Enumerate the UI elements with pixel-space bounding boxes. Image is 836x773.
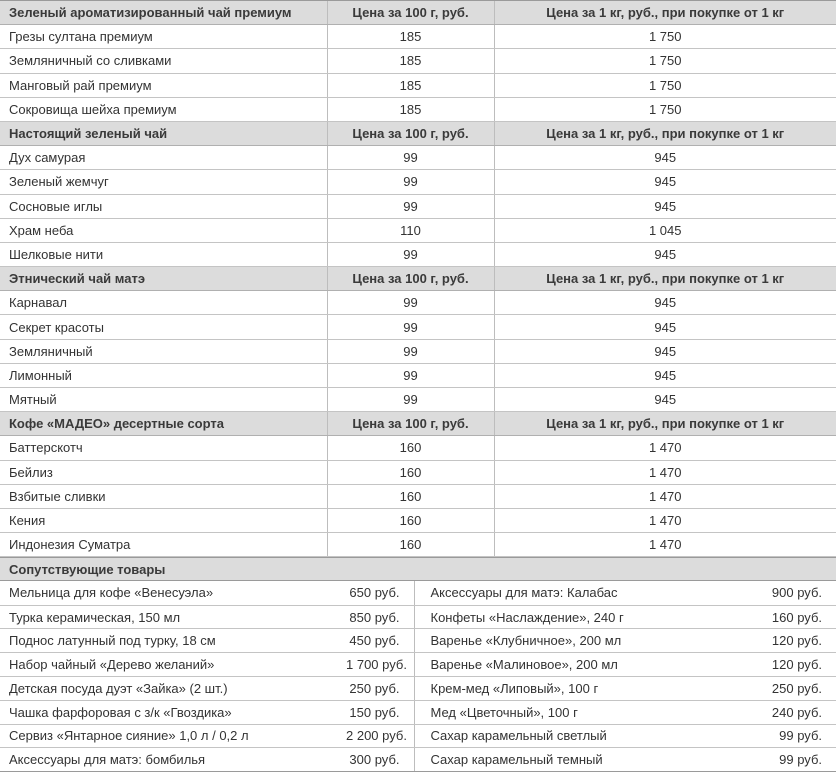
table-row [0,291,836,315]
section-header-row [0,121,836,145]
goods-row [0,724,836,748]
goods-name-right: Крем-мед «Липовый», 100 г [414,677,768,701]
goods-price-left: 300 руб. [346,748,414,772]
goods-name-left: Чашка фарфоровая с з/к «Гвоздика» [0,700,346,724]
column-header-price-100g: Цена за 100 г, руб. [327,412,494,436]
section-title: Настоящий зеленый чай [0,121,327,145]
section-header-row [0,1,836,25]
price-1kg: 1 750 [494,97,836,121]
price-100g: 99 [327,146,494,170]
goods-price-right: 120 руб. [768,629,836,653]
price-table-body [0,1,836,557]
table-row [0,49,836,73]
product-name: Земляничный со сливками [0,49,327,73]
goods-price-left: 850 руб. [346,605,414,629]
product-name: Взбитые сливки [0,484,327,508]
section-title: Зеленый ароматизированный чай премиум [0,1,327,25]
price-100g: 160 [327,484,494,508]
goods-name-left: Аксессуары для матэ: бомбилья [0,748,346,772]
price-100g: 110 [327,218,494,242]
goods-row [0,748,836,772]
product-name: Шелковые нити [0,242,327,266]
price-100g: 99 [327,194,494,218]
product-name: Лимонный [0,363,327,387]
goods-name-left: Турка керамическая, 150 мл [0,605,346,629]
price-100g: 99 [327,363,494,387]
product-name: Сокровища шейха премиум [0,97,327,121]
goods-name-left: Сервиз «Янтарное сияние» 1,0 л / 0,2 л [0,724,346,748]
price-1kg: 945 [494,194,836,218]
goods-price-left: 2 200 руб. [346,724,414,748]
price-1kg: 1 470 [494,460,836,484]
table-row [0,73,836,97]
price-1kg: 945 [494,170,836,194]
product-name: Кения [0,508,327,532]
column-header-price-1kg: Цена за 1 кг, руб., при покупке от 1 кг [494,121,836,145]
table-row [0,533,836,557]
price-100g: 99 [327,291,494,315]
price-1kg: 945 [494,242,836,266]
price-1kg: 1 470 [494,533,836,557]
goods-name-left: Детская посуда дуэт «Зайка» (2 шт.) [0,677,346,701]
goods-price-right: 99 руб. [768,748,836,772]
price-100g: 99 [327,242,494,266]
column-header-price-100g: Цена за 100 г, руб. [327,1,494,25]
product-name: Индонезия Суматра [0,533,327,557]
goods-price-left: 450 руб. [346,629,414,653]
column-header-price-100g: Цена за 100 г, руб. [327,121,494,145]
goods-row [0,629,836,653]
goods-name-right: Сахар карамельный темный [414,748,768,772]
table-row [0,97,836,121]
price-1kg: 1 470 [494,436,836,460]
goods-name-right: Варенье «Клубничное», 200 мл [414,629,768,653]
price-1kg: 945 [494,315,836,339]
product-name: Мятный [0,388,327,412]
column-header-price-1kg: Цена за 1 кг, руб., при покупке от 1 кг [494,1,836,25]
product-name: Земляничный [0,339,327,363]
column-header-price-1kg: Цена за 1 кг, руб., при покупке от 1 кг [494,412,836,436]
table-row [0,25,836,49]
goods-price-right: 160 руб. [768,605,836,629]
goods-price-right: 120 руб. [768,653,836,677]
goods-name-left: Поднос латунный под турку, 18 см [0,629,346,653]
price-1kg: 945 [494,388,836,412]
goods-price-left: 650 руб. [346,581,414,605]
goods-row [0,677,836,701]
goods-price-left: 250 руб. [346,677,414,701]
goods-name-left: Мельница для кофе «Венесуэла» [0,581,346,605]
table-row [0,315,836,339]
goods-name-right: Варенье «Малиновое», 200 мл [414,653,768,677]
price-100g: 99 [327,315,494,339]
table-row [0,242,836,266]
section-header-row [0,267,836,291]
price-100g: 185 [327,49,494,73]
price-100g: 185 [327,97,494,121]
goods-row [0,605,836,629]
goods-price-right: 99 руб. [768,724,836,748]
product-name: Манговый рай премиум [0,73,327,97]
related-goods-body [0,581,836,771]
table-row [0,339,836,363]
goods-price-left: 150 руб. [346,700,414,724]
price-1kg: 1 045 [494,218,836,242]
product-name: Грезы султана премиум [0,25,327,49]
goods-price-left: 1 700 руб. [346,653,414,677]
product-name: Зеленый жемчуг [0,170,327,194]
price-100g: 160 [327,533,494,557]
section-header-row [0,412,836,436]
price-100g: 99 [327,339,494,363]
table-row [0,436,836,460]
product-name: Храм неба [0,218,327,242]
goods-row [0,653,836,677]
goods-name-right: Мед «Цветочный», 100 г [414,700,768,724]
price-1kg: 1 750 [494,49,836,73]
price-1kg: 1 750 [494,25,836,49]
price-1kg: 945 [494,146,836,170]
product-name: Дух самурая [0,146,327,170]
price-100g: 185 [327,73,494,97]
table-row [0,508,836,532]
price-1kg: 1 750 [494,73,836,97]
price-1kg: 1 470 [494,484,836,508]
column-header-price-1kg: Цена за 1 кг, руб., при покупке от 1 кг [494,267,836,291]
goods-row [0,700,836,724]
goods-price-right: 240 руб. [768,700,836,724]
goods-price-right: 250 руб. [768,677,836,701]
price-1kg: 945 [494,339,836,363]
table-row [0,460,836,484]
price-100g: 99 [327,388,494,412]
price-100g: 160 [327,508,494,532]
product-name: Секрет красоты [0,315,327,339]
product-name: Баттерскотч [0,436,327,460]
product-name: Бейлиз [0,460,327,484]
goods-name-right: Аксессуары для матэ: Калабас [414,581,768,605]
table-row [0,146,836,170]
goods-name-right: Конфеты «Наслаждение», 240 г [414,605,768,629]
section-title: Кофе «МАДЕО» десертные сорта [0,412,327,436]
product-name: Карнавал [0,291,327,315]
goods-name-right: Сахар карамельный светлый [414,724,768,748]
table-row [0,170,836,194]
goods-name-left: Набор чайный «Дерево желаний» [0,653,346,677]
product-name: Сосновые иглы [0,194,327,218]
table-row [0,484,836,508]
price-100g: 160 [327,436,494,460]
price-100g: 99 [327,170,494,194]
goods-price-right: 900 руб. [768,581,836,605]
goods-row [0,581,836,605]
related-goods-table [0,581,836,772]
column-header-price-100g: Цена за 100 г, руб. [327,267,494,291]
table-row [0,388,836,412]
section-title: Этнический чай матэ [0,267,327,291]
related-goods-header: Сопутствующие товары [0,557,836,581]
price-1kg: 945 [494,363,836,387]
table-row [0,194,836,218]
price-1kg: 1 470 [494,508,836,532]
table-row [0,363,836,387]
price-100g: 160 [327,460,494,484]
price-100g: 185 [327,25,494,49]
table-row [0,218,836,242]
price-1kg: 945 [494,291,836,315]
